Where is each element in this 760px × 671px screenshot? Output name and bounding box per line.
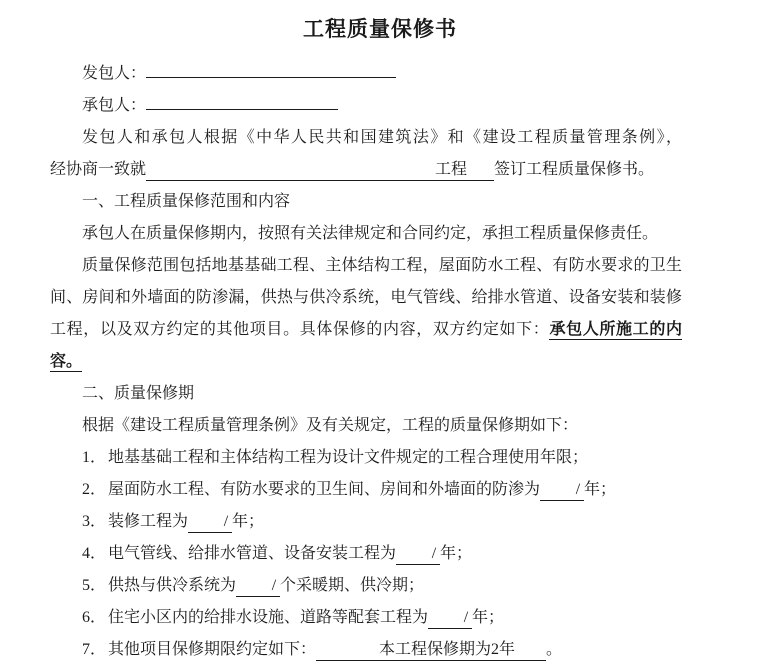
item-number: 3． [82, 513, 107, 530]
warranty-item-1 [50, 442, 682, 474]
item-text-after-blank: 年； [472, 609, 505, 626]
item-number: 6． [82, 609, 107, 626]
employer-fill-in-blank[interactable] [146, 59, 396, 78]
section1-heading: 一、工程质量保修范围和内容 [82, 193, 291, 210]
intro-line2-suffix: 签订工程质量保修书。 [494, 161, 655, 178]
intro-paragraph [50, 122, 682, 186]
warranty-item-4 [50, 538, 682, 570]
section2-intro: 根据《建设工程质量管理条例》及有关规定，工程的质量保修期如下： [82, 417, 579, 434]
item-fill-in-blank[interactable]: 本工程保修期为2年 [316, 640, 546, 661]
item-text-after-blank: 。 [546, 641, 563, 658]
project-word-label: 工程 [435, 161, 468, 178]
item-number: 1． [82, 449, 107, 466]
intro-line1: 发包人和承包人根据《中华人民共和国建筑法》和《建设工程质量管理条例》， [82, 129, 682, 146]
intro-line2-prefix: 经协商一致就 [50, 161, 147, 178]
item-text: 地基基础工程和主体结构工程为设计文件规定的工程合理使用年限； [108, 449, 589, 466]
party-line-contractor [50, 90, 682, 122]
item-text: 装修工程为 [108, 513, 189, 530]
item-fill-in-blank[interactable]: / [396, 544, 440, 565]
item-fill-in-blank[interactable]: / [188, 512, 232, 533]
warranty-item-6 [50, 602, 682, 634]
party-line-employer [50, 58, 682, 90]
item-fill-in-blank[interactable]: / [236, 576, 280, 597]
warranty-scope-text: 质量保修范围包括地基基础工程、主体结构工程，屋面防水工程、有防水要求的卫生间、房间和外墙面的防渗漏，供热与供冷系统，电气管线、给排水管道、设备安装和装修工程，以及双方约定的其他项目。具体保修的内容，双方约定如下： [50, 257, 682, 338]
project-name-fill-in-blank[interactable] [146, 160, 494, 181]
item-fill-in-blank[interactable]: / [540, 480, 584, 501]
item-number: 4． [82, 545, 107, 562]
agreed-content-emphasis: 承包人所施工的内容。 [50, 321, 682, 370]
warranty-period-list [50, 442, 682, 666]
document-body [0, 58, 760, 666]
warranty-item-7 [50, 634, 682, 666]
item-text-after-blank: 个采暖期、供冷期； [280, 577, 425, 594]
warranty-item-3 [50, 506, 682, 538]
document-title: 工程质量保修书 [303, 17, 457, 41]
warranty-item-5 [50, 570, 682, 602]
item-text: 电气管线、给排水管道、设备安装工程为 [108, 545, 397, 562]
item-text-after-blank: 年； [584, 481, 617, 498]
section1-para2 [50, 250, 682, 378]
item-text: 住宅小区内的给排水设施、道路等配套工程为 [108, 609, 429, 626]
item-number: 5． [82, 577, 107, 594]
item-number: 2． [82, 481, 107, 498]
employer-label: 发包人： [82, 65, 147, 82]
item-fill-in-blank[interactable]: / [428, 608, 472, 629]
item-text: 供热与供冷系统为 [108, 577, 237, 594]
warranty-item-2 [50, 474, 682, 506]
item-text: 屋面防水工程、有防水要求的卫生间、房间和外墙面的防渗为 [108, 481, 541, 498]
item-number: 7． [82, 641, 107, 658]
item-text-after-blank: 年； [440, 545, 473, 562]
contractor-fill-in-blank[interactable] [146, 91, 338, 110]
section2-heading: 二、质量保修期 [82, 385, 195, 402]
item-text-after-blank: 年； [232, 513, 265, 530]
contractor-label: 承包人： [82, 97, 147, 114]
section1-para1: 承包人在质量保修期内，按照有关法律规定和合同约定，承担工程质量保修责任。 [82, 225, 659, 242]
item-text: 其他项目保修期限约定如下： [108, 641, 317, 658]
